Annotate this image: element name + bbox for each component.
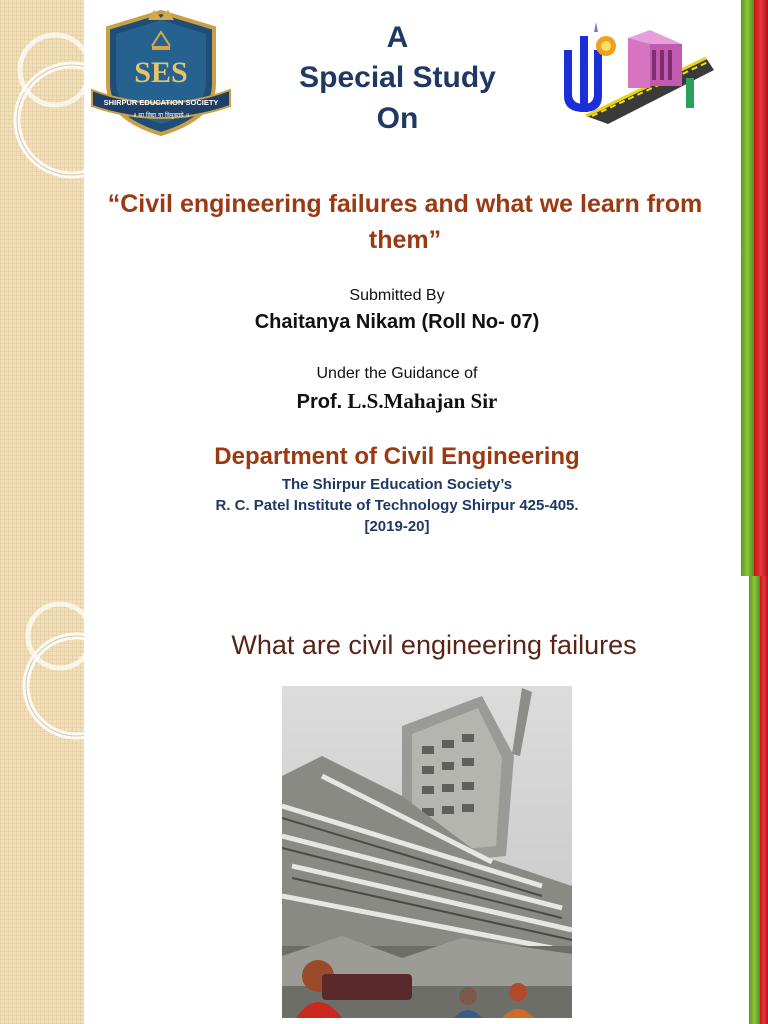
decorative-rings-icon [0,0,84,576]
guidance-label: Under the Guidance of [316,365,478,382]
logo-motto: ॥ सा विद्या या विमुक्तये ॥ [132,112,190,119]
title-line-a: A [386,21,409,54]
submitted-by-label: Submitted By [349,287,445,304]
logo-initials: SES [134,56,188,89]
student-name: Chaitanya Nikam (Roll No- 07) [254,311,540,333]
slide2-heading: What are civil engineering failures [231,630,637,660]
society-name: The Shirpur Education Society’s [281,476,513,493]
decorative-rings-icon [0,576,84,1024]
guide-prefix: Prof. [296,391,343,413]
civil-engineering-logo [556,16,714,124]
title-line-special-study: Special Study [299,61,496,94]
decorative-side-strip [0,0,84,576]
green-accent-bar [741,0,754,576]
title-line-on: On [376,102,419,135]
academic-year: [2019-20] [364,518,430,535]
red-accent-bar [760,576,768,1024]
logo-ring-text: SHIRPUR EDUCATION SOCIETY [103,98,219,107]
red-accent-bar [754,0,768,576]
institute-name: R. C. Patel Institute of Technology Shirpur 425-405. [215,497,579,514]
guide-name [200,389,594,414]
department-name: Department of Civil Engineering [214,443,580,470]
guide-name-text: L.S.Mahajan Sir [347,389,498,413]
topic-title: “Civil engineering failures and what we learn from them” [107,190,703,254]
ses-shield-logo [88,6,234,138]
collapsed-building-image [282,686,572,1018]
decorative-side-strip [0,576,84,1024]
green-accent-bar [749,576,760,1024]
